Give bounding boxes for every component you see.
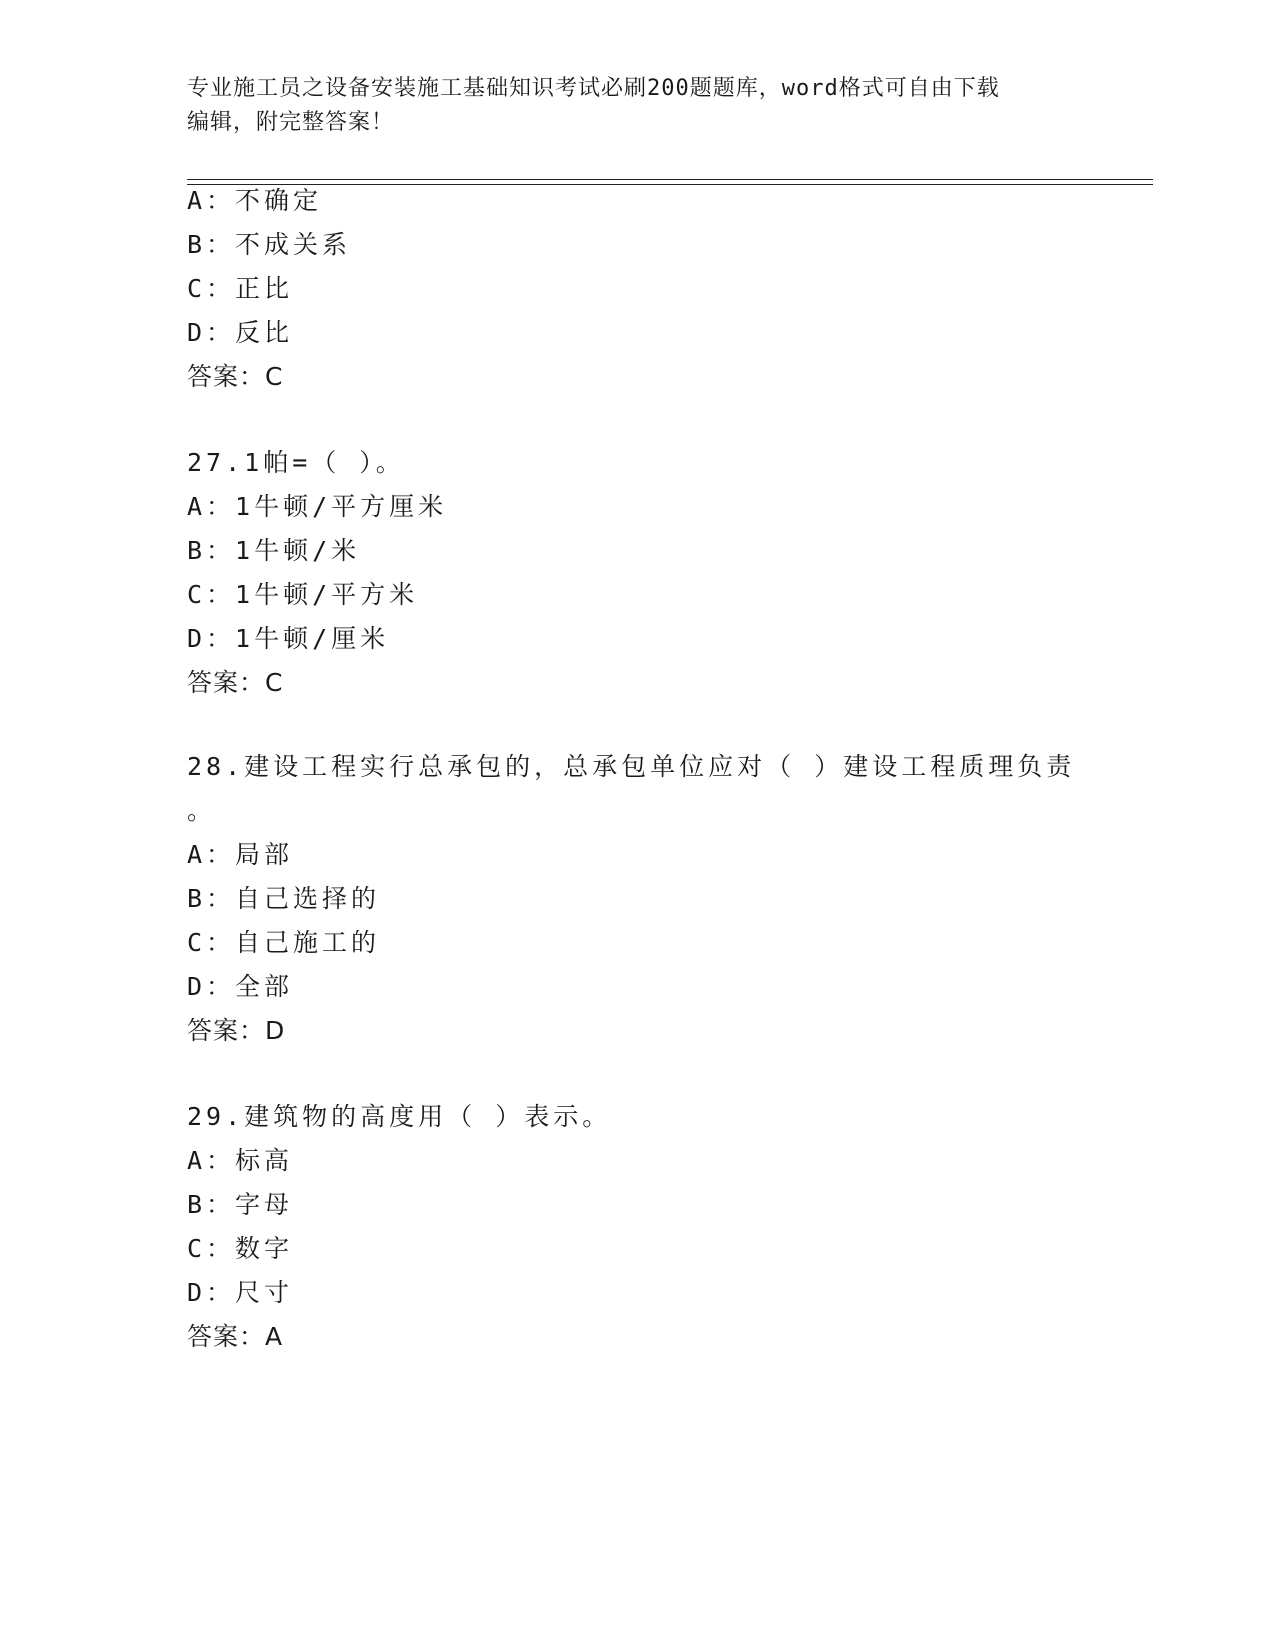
q29-option-d: D：尺寸 bbox=[187, 1278, 294, 1307]
q27-option-b: B：1牛顿/米 bbox=[187, 536, 361, 565]
q26-answer: 答案：C bbox=[187, 362, 284, 391]
q29-option-c: C：数字 bbox=[187, 1234, 294, 1263]
q26-option-a: A：不确定 bbox=[187, 186, 323, 215]
q27-option-a: A：1牛顿/平方厘米 bbox=[187, 492, 448, 521]
q29-option-a: A：标高 bbox=[187, 1146, 294, 1175]
q27-option-c: C：1牛顿/平方米 bbox=[187, 580, 419, 609]
q29-option-b: B：字母 bbox=[187, 1190, 294, 1219]
q26-option-c: C：正比 bbox=[187, 274, 294, 303]
q28-option-d: D：全部 bbox=[187, 972, 294, 1001]
header-title-line-1: 专业施工员之设备安装施工基础知识考试必刷200题题库，word格式可自由下载 bbox=[187, 76, 1000, 101]
header-divider-top bbox=[187, 179, 1153, 180]
q27-question: 27.1帕=（ ）。 bbox=[187, 448, 405, 477]
header-title-line-2: 编辑，附完整答案！ bbox=[187, 110, 395, 135]
q28-answer: 答案：D bbox=[187, 1016, 286, 1045]
q28-question-line-2: 。 bbox=[187, 796, 217, 825]
q27-option-d: D：1牛顿/厘米 bbox=[187, 624, 390, 653]
q28-option-c: C：自己施工的 bbox=[187, 928, 381, 957]
q27-answer: 答案：C bbox=[187, 668, 284, 697]
q29-answer: 答案：A bbox=[187, 1322, 284, 1351]
q28-option-b: B：自己选择的 bbox=[187, 884, 381, 913]
q28-option-a: A：局部 bbox=[187, 840, 294, 869]
header-divider-bottom bbox=[187, 184, 1153, 185]
q29-question: 29.建筑物的高度用（ ）表示。 bbox=[187, 1102, 612, 1131]
q26-option-d: D：反比 bbox=[187, 318, 294, 347]
q28-question-line-1: 28.建设工程实行总承包的，总承包单位应对（ ）建设工程质理负责 bbox=[187, 752, 1076, 781]
q26-option-b: B：不成关系 bbox=[187, 230, 352, 259]
document-header bbox=[187, 72, 1077, 140]
